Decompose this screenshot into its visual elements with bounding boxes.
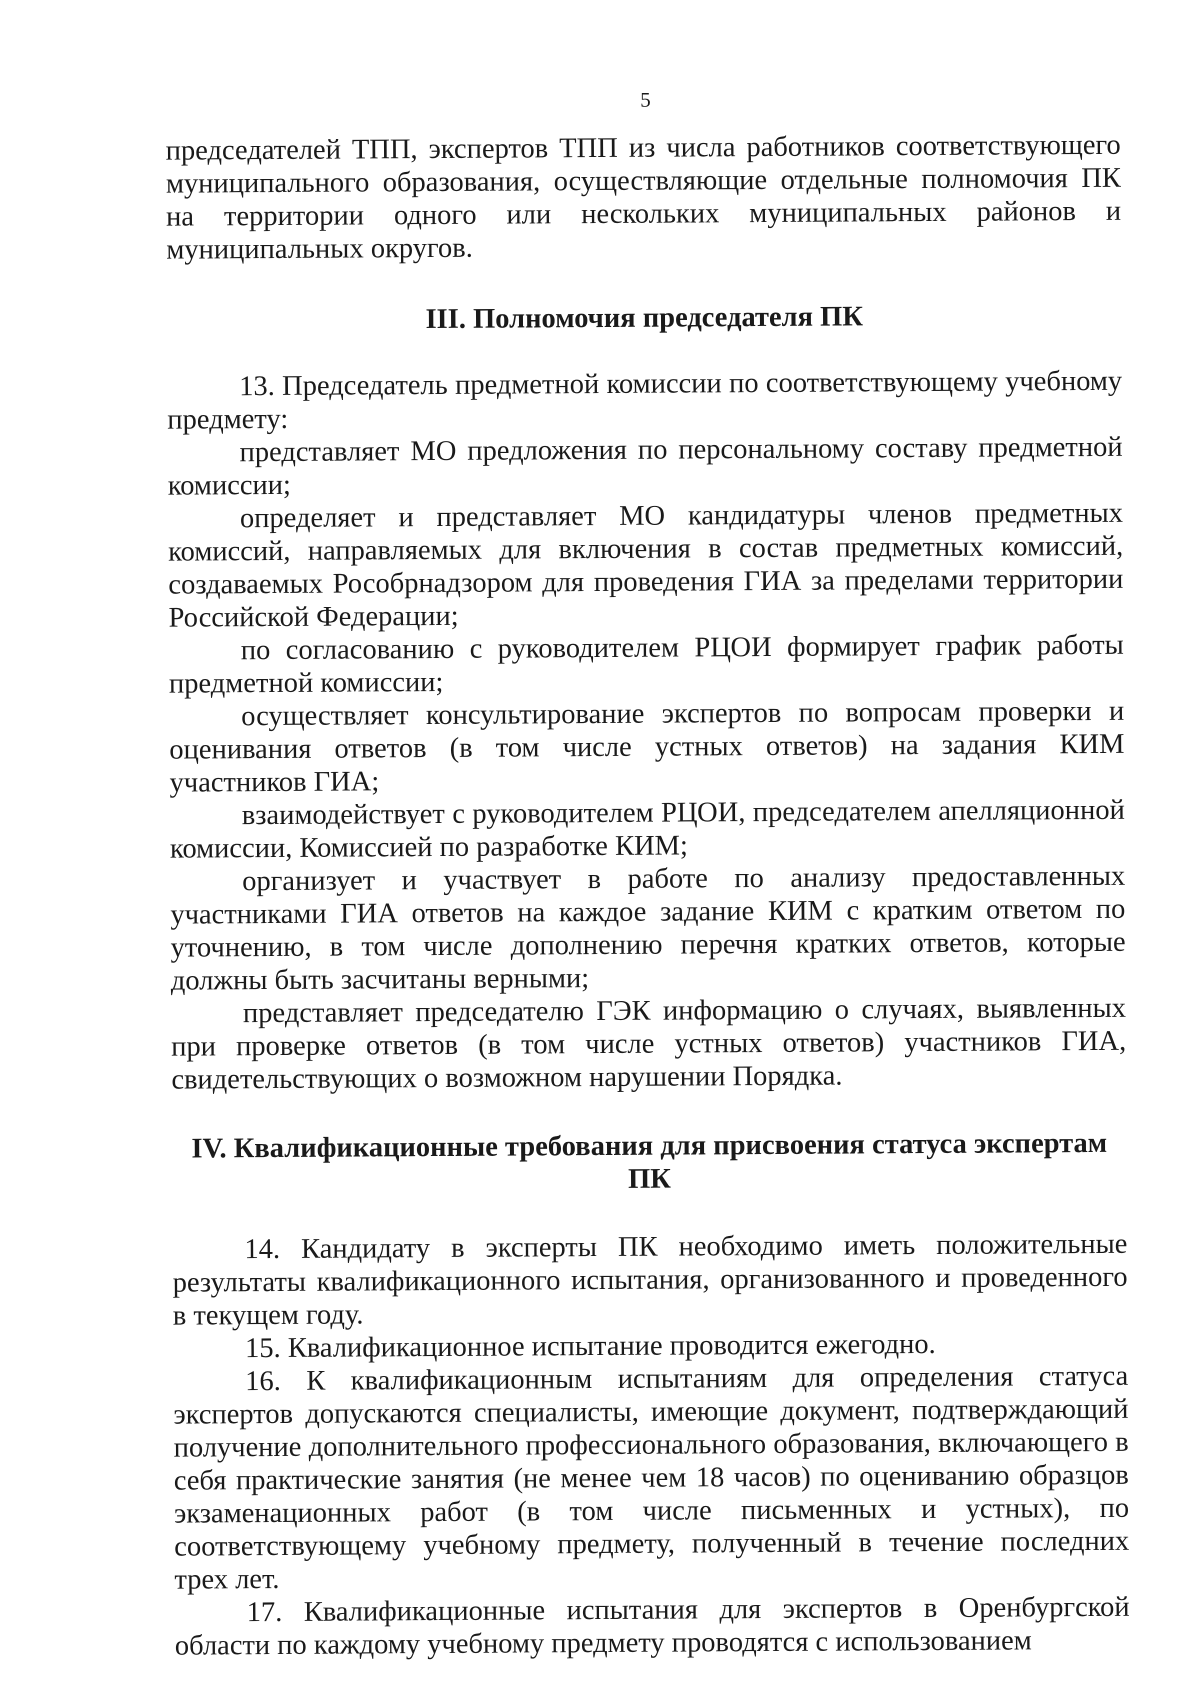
list-item: представляет председателю ГЭК информацию о случаях, выявленных при проверке ответов (в том числе устных ответов) участников ГИА, свидетельствующих о возможном нарушении Порядка. [171,992,1127,1096]
document-body [166,129,1130,1663]
paragraph-16: 16. К квалификационным испытаниям для определения статуса экспертов допускаются специалисты, имеющие документ, подтверждающий получение дополнительного профессионального образования, включающего в себя практические занятия (не менее чем 18 часов) по оцениванию образцов экзаменационных работ (в том числе письменных и устных), по соответствующему учебному предмету, полученный в течение последних трех лет. [173,1360,1130,1596]
paragraph-15: 15. Квалификационное испытание проводится ежегодно. [244,1328,936,1365]
list-item: определяет и представляет МО кандидатуры членов предметных комиссий, направляемых для включения в состав предметных комиссий, создаваемых Рособрнадзором для проведения ГИА за пределами территории Российской Федерации; [168,497,1124,634]
paragraph-17: 17. Квалификационные испытания для экспертов в Оренбургской области по каждому учебному предмету проводятся с использованием [174,1591,1130,1662]
paragraph-14: 14. Кандидату в эксперты ПК необходимо иметь положительные результаты квалификационного испытания, организованного и проведенного в текущем году. [172,1228,1128,1332]
list-item: взаимодействует с руководителем РЦОИ, председателем апелляционной комиссии, Комиссией по разработке КИМ; [169,794,1125,865]
intro-paragraph: председателей ТПП, экспертов ТПП из числа работников соответствующего муниципального образования, осуществляющие отдельные полномочия ПК на территории одного или нескольких муниципальных районов и муниципальных округов. [165,129,1122,266]
page-number: 5 [640,87,651,112]
list-item: представляет МО предложения по персональному составу предметной комиссии; [167,431,1123,502]
paragraph-13: 13. Председатель предметной комиссии по соответствующему учебному предмету: [167,365,1123,436]
list-item: организует и участвует в работе по анализу предоставленных участниками ГИА ответов на каждое задание КИМ с кратким ответом по уточнению, в том числе дополнению перечня кратких ответов, которые должны быть засчитаны верными; [170,860,1126,997]
list-item: по согласованию с руководителем РЦОИ формирует график работы предметной комиссии; [168,629,1124,700]
section-4-heading: IV. Квалификационные требования для присвоения статуса экспертам ПК [191,1127,1108,1195]
list-item: осуществляет консультирование экспертов по вопросам проверки и оценивания ответов (в том числе устных ответов) на задания КИМ участников ГИА; [169,695,1125,799]
section-3-heading: III. Полномочия председателя ПК [425,301,864,336]
